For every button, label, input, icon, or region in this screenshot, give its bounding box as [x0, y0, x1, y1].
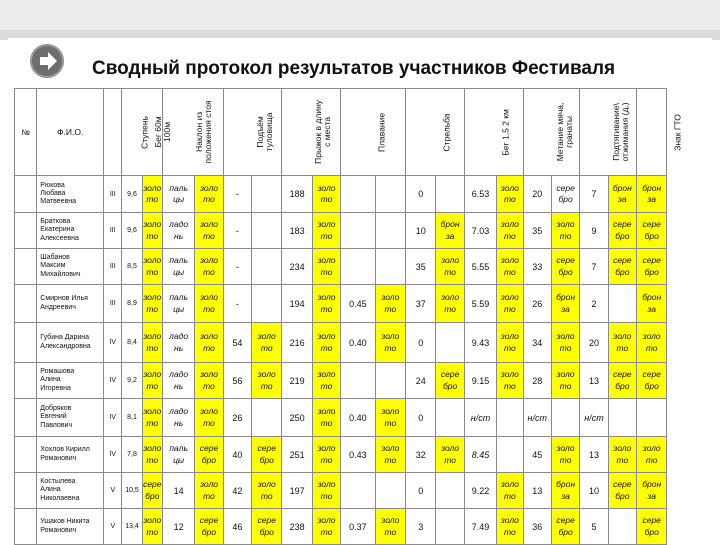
- swim-value: 0.40: [341, 399, 375, 437]
- header-jump: Прыжок в длину с места: [282, 89, 341, 176]
- bend-medal: сере бро: [195, 509, 223, 545]
- shoot-medal: золо то: [436, 437, 464, 473]
- header-endurance-run: Бег 1,5 2 км: [464, 89, 523, 176]
- throw-value: 13: [523, 473, 551, 509]
- bend-medal: золо то: [195, 399, 223, 437]
- gto-badge: сере бро: [637, 213, 667, 249]
- swim-value: [341, 213, 375, 249]
- swim-medal: золо то: [375, 437, 405, 473]
- run-value: 8,5: [122, 249, 142, 285]
- table-row: [15, 285, 698, 323]
- run-medal: золо то: [142, 363, 162, 399]
- shoot-value: 0: [406, 399, 436, 437]
- bend-medal: золо то: [195, 363, 223, 399]
- jump-medal: золо то: [312, 399, 340, 437]
- header-run: Бег 60м 100м: [122, 89, 163, 176]
- jump-medal: золо то: [312, 249, 340, 285]
- row-number: [15, 473, 37, 509]
- row-number: [15, 437, 37, 473]
- row-number: [15, 509, 37, 545]
- throw-medal: золо то: [551, 437, 579, 473]
- table-row: [15, 399, 698, 437]
- bend-value: паль цы: [162, 437, 194, 473]
- shoot-medal: золо то: [436, 285, 464, 323]
- situp-medal: золо то: [252, 473, 282, 509]
- shoot-value: 0: [406, 176, 436, 213]
- endurance-medal: золо то: [497, 285, 523, 323]
- run-medal: золо то: [142, 213, 162, 249]
- situp-medal: золо то: [252, 323, 282, 363]
- swim-value: 0.37: [341, 509, 375, 545]
- endurance-value: 6.53: [464, 176, 496, 213]
- bend-value: паль цы: [162, 285, 194, 323]
- endurance-medal: золо то: [497, 363, 523, 399]
- shoot-medal: [436, 176, 464, 213]
- pullups-value: 9: [580, 213, 608, 249]
- swim-medal: золо то: [375, 399, 405, 437]
- throw-medal: золо то: [551, 363, 579, 399]
- throw-value: 45: [523, 437, 551, 473]
- row-number: [15, 176, 37, 213]
- shoot-medal: [436, 323, 464, 363]
- jump-medal: золо то: [312, 509, 340, 545]
- pullups-medal: [608, 509, 636, 545]
- situp-value: 54: [223, 323, 251, 363]
- situp-medal: золо то: [252, 363, 282, 399]
- throw-value: 28: [523, 363, 551, 399]
- endurance-value: 8.45: [464, 437, 496, 473]
- pullups-value: 2: [580, 285, 608, 323]
- run-value: 9,6: [122, 213, 142, 249]
- situp-value: -: [223, 285, 251, 323]
- endurance-medal: золо то: [497, 176, 523, 213]
- endurance-medal: золо то: [497, 249, 523, 285]
- stage-cell: IV: [104, 323, 122, 363]
- situp-value: 40: [223, 437, 251, 473]
- gto-badge: золо то: [637, 323, 667, 363]
- run-medal: золо то: [142, 249, 162, 285]
- throw-medal: брон за: [551, 285, 579, 323]
- shoot-value: 0: [406, 323, 436, 363]
- jump-value: 188: [282, 176, 312, 213]
- pullups-medal: сере бро: [608, 213, 636, 249]
- throw-value: 36: [523, 509, 551, 545]
- header-bend: Наклон из положения стоя: [162, 89, 223, 176]
- arrow-right-icon[interactable]: [30, 44, 64, 78]
- jump-value: 251: [282, 437, 312, 473]
- table-row: [15, 323, 698, 363]
- table-row: [15, 213, 698, 249]
- stage-cell: III: [104, 285, 122, 323]
- participant-name: Шабанов Максим Михайлович: [37, 249, 104, 285]
- shoot-value: 0: [406, 473, 436, 509]
- jump-value: 238: [282, 509, 312, 545]
- pullups-value: 20: [580, 323, 608, 363]
- pullups-value: 7: [580, 176, 608, 213]
- swim-medal: золо то: [375, 509, 405, 545]
- shoot-medal: [436, 509, 464, 545]
- participant-name: Костылева Алина Николаевна: [37, 473, 104, 509]
- swim-value: 0.40: [341, 323, 375, 363]
- situp-medal: [252, 285, 282, 323]
- situp-value: -: [223, 249, 251, 285]
- pullups-value: н/ст: [580, 399, 608, 437]
- participant-name: Рюкова Любава Матвеевна: [37, 176, 104, 213]
- endurance-medal: золо то: [497, 323, 523, 363]
- run-medal: золо то: [142, 176, 162, 213]
- throw-medal: золо то: [551, 213, 579, 249]
- swim-medal: золо то: [375, 323, 405, 363]
- swim-value: [341, 176, 375, 213]
- table-row: [15, 176, 698, 213]
- run-medal: сере бро: [142, 473, 162, 509]
- run-value: 8,1: [122, 399, 142, 437]
- gto-badge: [637, 399, 667, 437]
- table-row: [15, 473, 698, 509]
- gto-badge: сере бро: [637, 249, 667, 285]
- bend-medal: золо то: [195, 473, 223, 509]
- swim-value: 0.43: [341, 437, 375, 473]
- run-value: 10,5: [122, 473, 142, 509]
- table-row: [15, 509, 698, 545]
- situp-value: 56: [223, 363, 251, 399]
- situp-medal: [252, 249, 282, 285]
- run-value: 8,4: [122, 323, 142, 363]
- throw-value: 35: [523, 213, 551, 249]
- top-banner: [0, 0, 720, 40]
- header-name: Ф.И.О.: [37, 89, 104, 176]
- run-medal: золо то: [142, 323, 162, 363]
- participant-name: Ушаков Никита Романович: [37, 509, 104, 545]
- run-value: 7,8: [122, 437, 142, 473]
- jump-medal: золо то: [312, 176, 340, 213]
- shoot-value: 35: [406, 249, 436, 285]
- results-table: [14, 88, 698, 545]
- run-medal: золо то: [142, 509, 162, 545]
- stage-cell: III: [104, 176, 122, 213]
- shoot-medal: брон за: [436, 213, 464, 249]
- throw-medal: сере бро: [551, 249, 579, 285]
- gto-badge: брон за: [637, 176, 667, 213]
- header-pullups: Подтягивание\ отжимания (д.): [580, 89, 637, 176]
- swim-value: [341, 363, 375, 399]
- shoot-medal: сере бро: [436, 363, 464, 399]
- endurance-value: 9.43: [464, 323, 496, 363]
- situp-value: 42: [223, 473, 251, 509]
- pullups-medal: золо то: [608, 437, 636, 473]
- endurance-value: 7.03: [464, 213, 496, 249]
- throw-value: 26: [523, 285, 551, 323]
- shoot-value: 10: [406, 213, 436, 249]
- run-medal: золо то: [142, 399, 162, 437]
- endurance-value: 5.59: [464, 285, 496, 323]
- throw-medal: сере бро: [551, 176, 579, 213]
- header-gto-badge: Знак ГТО: [637, 89, 667, 176]
- situp-medal: сере бро: [252, 437, 282, 473]
- jump-value: 183: [282, 213, 312, 249]
- situp-value: -: [223, 176, 251, 213]
- swim-value: [341, 249, 375, 285]
- bend-medal: золо то: [195, 285, 223, 323]
- header-swim: Плавание: [341, 89, 406, 176]
- bend-value: ладо нь: [162, 399, 194, 437]
- row-number: [15, 285, 37, 323]
- participant-name: Браткова Екатерина Алексеевна: [37, 213, 104, 249]
- header-shooting: Стрельба: [406, 89, 465, 176]
- participant-name: Добряков Евгений Павлович: [37, 399, 104, 437]
- shoot-medal: золо то: [436, 249, 464, 285]
- run-medal: золо то: [142, 437, 162, 473]
- pullups-medal: сере бро: [608, 363, 636, 399]
- pullups-value: 10: [580, 473, 608, 509]
- bend-value: паль цы: [162, 249, 194, 285]
- jump-value: 250: [282, 399, 312, 437]
- situp-medal: [252, 399, 282, 437]
- pullups-value: 13: [580, 437, 608, 473]
- pullups-medal: [608, 399, 636, 437]
- bend-value: 12: [162, 509, 194, 545]
- swim-medal: [375, 176, 405, 213]
- swim-medal: [375, 473, 405, 509]
- endurance-medal: золо то: [497, 213, 523, 249]
- jump-value: 197: [282, 473, 312, 509]
- stage-cell: IV: [104, 363, 122, 399]
- swim-medal: [375, 213, 405, 249]
- row-number: [15, 363, 37, 399]
- row-number: [15, 249, 37, 285]
- header-row: [15, 89, 698, 176]
- participant-name: Губина Дарина Александровна: [37, 323, 104, 363]
- bend-medal: сере бро: [195, 437, 223, 473]
- bend-medal: золо то: [195, 323, 223, 363]
- bend-value: ладо нь: [162, 213, 194, 249]
- situp-medal: сере бро: [252, 509, 282, 545]
- jump-value: 194: [282, 285, 312, 323]
- bend-value: 14: [162, 473, 194, 509]
- swim-value: [341, 473, 375, 509]
- situp-medal: [252, 213, 282, 249]
- bend-value: ладо нь: [162, 363, 194, 399]
- jump-medal: золо то: [312, 285, 340, 323]
- swim-value: 0.45: [341, 285, 375, 323]
- gto-badge: сере бро: [637, 509, 667, 545]
- gto-badge: брон за: [637, 473, 667, 509]
- shoot-medal: [436, 399, 464, 437]
- row-number: [15, 399, 37, 437]
- bend-medal: золо то: [195, 176, 223, 213]
- endurance-value: 5.55: [464, 249, 496, 285]
- endurance-value: 9.15: [464, 363, 496, 399]
- situp-medal: [252, 176, 282, 213]
- jump-medal: золо то: [312, 473, 340, 509]
- swim-medal: [375, 249, 405, 285]
- pullups-medal: сере бро: [608, 473, 636, 509]
- jump-value: 234: [282, 249, 312, 285]
- bend-value: ладо нь: [162, 323, 194, 363]
- pullups-value: 7: [580, 249, 608, 285]
- row-number: [15, 213, 37, 249]
- endurance-value: н/ст: [464, 399, 496, 437]
- swim-medal: [375, 363, 405, 399]
- shoot-medal: [436, 473, 464, 509]
- bend-value: паль цы: [162, 176, 194, 213]
- table-row: [15, 437, 698, 473]
- gto-badge: сере бро: [637, 363, 667, 399]
- situp-value: 26: [223, 399, 251, 437]
- run-value: 8,9: [122, 285, 142, 323]
- endurance-medal: золо то: [497, 473, 523, 509]
- throw-medal: сере бро: [551, 509, 579, 545]
- stage-cell: IV: [104, 399, 122, 437]
- jump-medal: золо то: [312, 363, 340, 399]
- run-medal: золо то: [142, 285, 162, 323]
- situp-value: 46: [223, 509, 251, 545]
- pullups-medal: золо то: [608, 323, 636, 363]
- swim-medal: золо то: [375, 285, 405, 323]
- jump-value: 219: [282, 363, 312, 399]
- throw-value: 33: [523, 249, 551, 285]
- jump-medal: золо то: [312, 437, 340, 473]
- shoot-value: 3: [406, 509, 436, 545]
- stage-cell: IV: [104, 437, 122, 473]
- stage-cell: III: [104, 213, 122, 249]
- endurance-medal: [497, 437, 523, 473]
- pullups-value: 13: [580, 363, 608, 399]
- pullups-medal: брон за: [608, 176, 636, 213]
- pullups-medal: [608, 285, 636, 323]
- bend-medal: золо то: [195, 213, 223, 249]
- header-situps: Подъём туловища: [223, 89, 282, 176]
- gto-badge: золо то: [637, 437, 667, 473]
- run-value: 9,6: [122, 176, 142, 213]
- page-title: Сводный протокол результатов участников Фестиваля: [92, 58, 616, 79]
- results-body: [15, 176, 698, 545]
- pullups-value: 5: [580, 509, 608, 545]
- run-value: 13,4: [122, 509, 142, 545]
- table-row: [15, 363, 698, 399]
- header-throw: Метание мяча, гранаты: [523, 89, 580, 176]
- row-number: [15, 323, 37, 363]
- situp-value: -: [223, 213, 251, 249]
- jump-medal: золо то: [312, 213, 340, 249]
- run-value: 9,2: [122, 363, 142, 399]
- gto-badge: брон за: [637, 285, 667, 323]
- bend-medal: золо то: [195, 249, 223, 285]
- throw-medal: золо то: [551, 323, 579, 363]
- jump-medal: золо то: [312, 323, 340, 363]
- shoot-value: 32: [406, 437, 436, 473]
- header-number: №: [15, 89, 37, 176]
- pullups-medal: сере бро: [608, 249, 636, 285]
- table-row: [15, 249, 698, 285]
- participant-name: Ромашова Алина Игоревна: [37, 363, 104, 399]
- stage-cell: V: [104, 509, 122, 545]
- stage-cell: III: [104, 249, 122, 285]
- endurance-medal: золо то: [497, 509, 523, 545]
- participant-name: Смирнов Илья Андреевич: [37, 285, 104, 323]
- shoot-value: 37: [406, 285, 436, 323]
- throw-value: н/ст: [523, 399, 551, 437]
- endurance-value: 7.49: [464, 509, 496, 545]
- throw-medal: [551, 399, 579, 437]
- throw-value: 20: [523, 176, 551, 213]
- participant-name: Хохлов Кирилл Романович: [37, 437, 104, 473]
- jump-value: 216: [282, 323, 312, 363]
- throw-value: 34: [523, 323, 551, 363]
- endurance-medal: [497, 399, 523, 437]
- header-stage: Ступень: [104, 89, 122, 176]
- endurance-value: 9.22: [464, 473, 496, 509]
- stage-cell: V: [104, 473, 122, 509]
- shoot-value: 24: [406, 363, 436, 399]
- throw-medal: брон за: [551, 473, 579, 509]
